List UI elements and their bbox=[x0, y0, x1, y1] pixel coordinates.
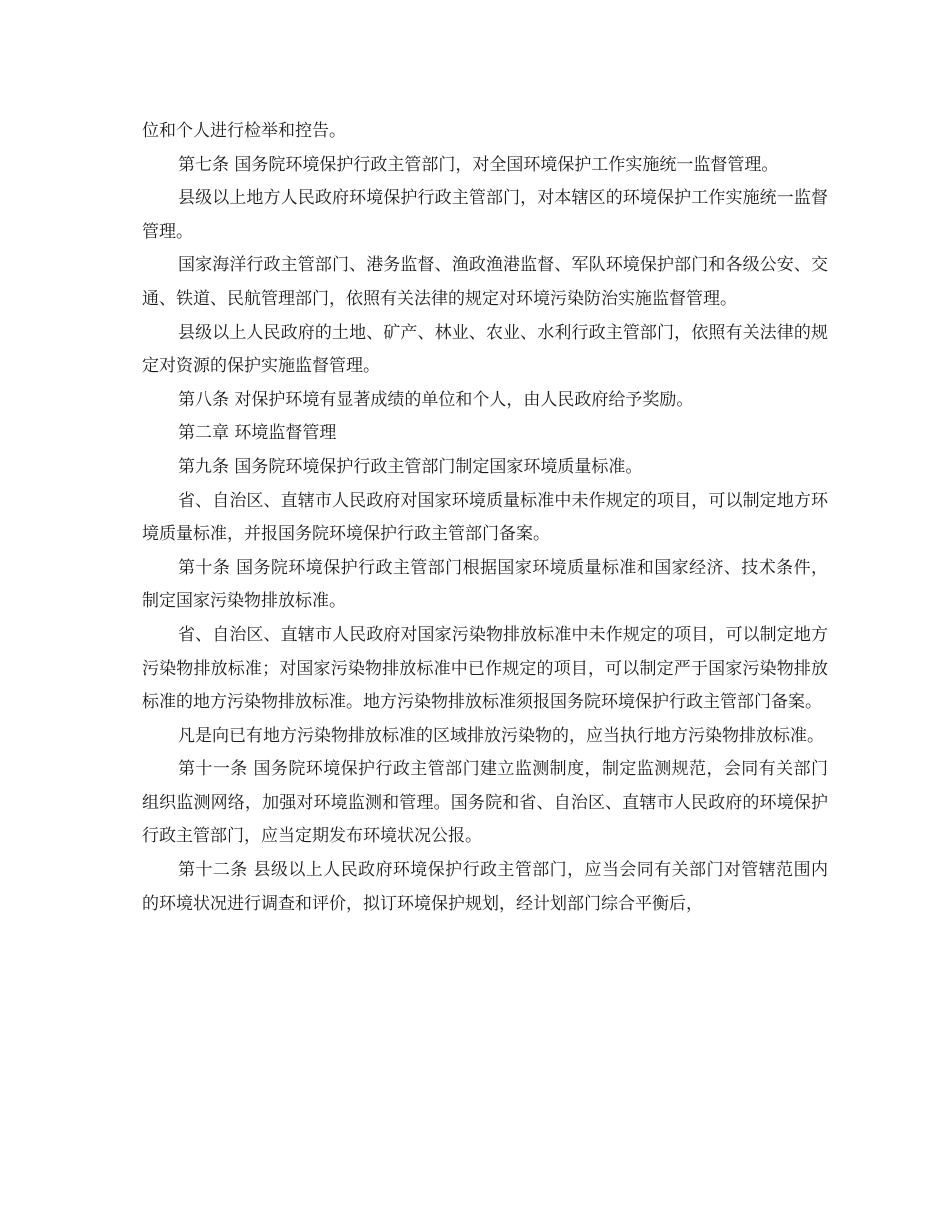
paragraph-article-7-resources: 县级以上人民政府的土地、矿产、林业、农业、水利行政主管部门，依照有关法律的规定对资源的保护实施监督管理。 bbox=[142, 322, 828, 377]
chapter-heading: 第二章 环境监督管理 bbox=[178, 423, 337, 444]
paragraph-article-7-departments: 国家海洋行政主管部门、港务监督、渔政渔港监督、军队环境保护部门和各级公安、交通、铁道、民航管理部门，依照有关法律的规定对环境污染防治实施监督管理。 bbox=[142, 255, 828, 309]
paragraph-article-8: 第八条 对保护环境有显著成绩的单位和个人，由人民政府给予奖励。 bbox=[178, 389, 694, 410]
paragraph-article-12: 第十二条 县级以上人民政府环境保护行政主管部门，应当会同有关部门对管辖范围内的环境状况进行调查和评价，拟订环境保护规划，经计划部门综合平衡后， bbox=[142, 860, 828, 914]
paragraph-article-7: 第七条 国务院环境保护行政主管部门，对全国环境保护工作实施统一监督管理。 bbox=[178, 154, 779, 175]
paragraph-article-10: 第十条 国务院环境保护行政主管部门根据国家环境质量标准和国家经济、技术条件，制定国家污染物排放标准。 bbox=[142, 557, 828, 612]
paragraph-continuation: 位和个人进行检举和控告。 bbox=[142, 121, 346, 141]
paragraph-article-10-local: 省、自治区、直辖市人民政府对国家污染物排放标准中未作规定的项目，可以制定地方污染物排放标准；对国家污染物排放标准中已作规定的项目，可以制定严于国家污染物排放标准的地方污染物排放标准。地方污染物排放标准须报国务院环境保护行政主管部门备案。 bbox=[142, 624, 828, 713]
paragraph-article-7-local: 县级以上地方人民政府环境保护行政主管部门，对本辖区的环境保护工作实施统一监督管理。 bbox=[142, 188, 828, 242]
paragraph-article-9-local: 省、自治区、直辖市人民政府对国家环境质量标准中未作规定的项目，可以制定地方环境质量标准，并报国务院环境保护行政主管部门备案。 bbox=[142, 490, 828, 545]
document-body bbox=[142, 115, 828, 921]
paragraph-article-10-execution: 凡是向已有地方污染物排放标准的区域排放污染物的，应当执行地方污染物排放标准。 bbox=[178, 725, 824, 746]
paragraph-article-9: 第九条 国务院环境保护行政主管部门制定国家环境质量标准。 bbox=[178, 456, 643, 477]
paragraph-article-11: 第十一条 国务院环境保护行政主管部门建立监测制度，制定监测规范，会同有关部门组织监测网络，加强对环境监测和管理。国务院和省、自治区、直辖市人民政府的环境保护行政主管部门，应当定期发布环境状况公报。 bbox=[142, 759, 828, 847]
